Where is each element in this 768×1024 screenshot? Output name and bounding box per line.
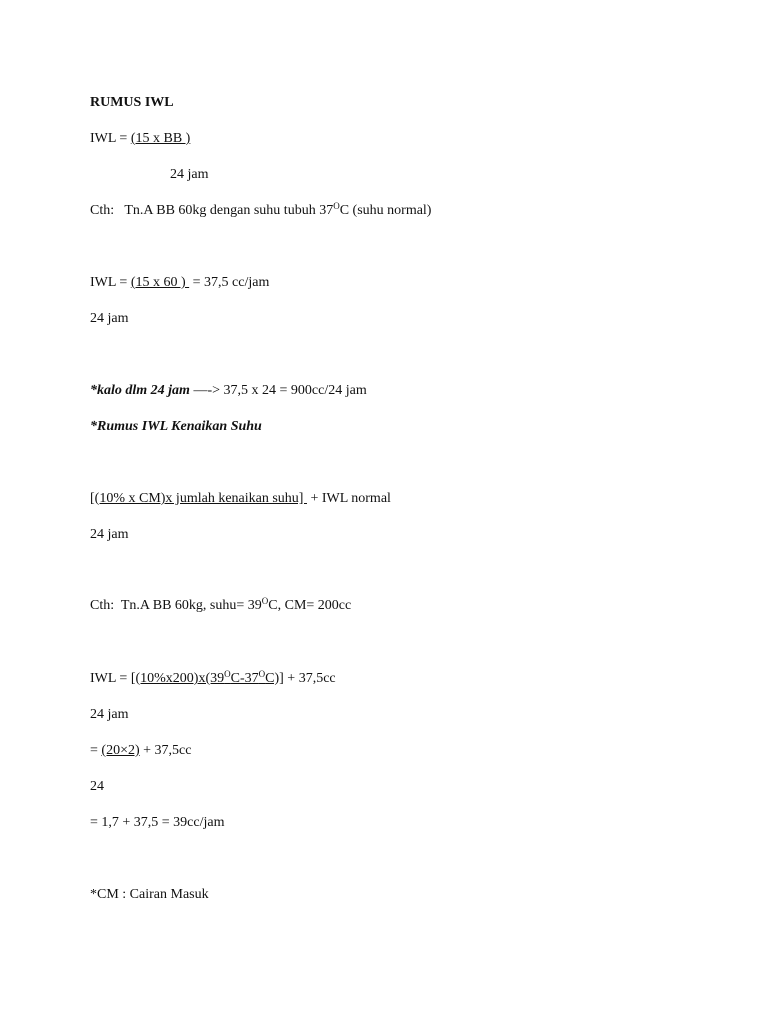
calc-3-denominator: 24 [90, 779, 104, 794]
formula-2-rest: + IWL normal [306, 491, 391, 506]
calc-2-numerator [131, 671, 284, 686]
calc-1-lhs: IWL = [90, 275, 131, 290]
formula-denominator: 24 jam [170, 167, 209, 182]
formula-numerator: (15 x BB ) [130, 131, 191, 146]
example-2 [90, 597, 351, 615]
formula-2-numerator: [(10% x CM)x jumlah kenaikan suhu] [90, 491, 307, 506]
page-title: RUMUS IWL [90, 95, 174, 110]
calc-2-num-part-2: C-37 [230, 671, 259, 686]
calc-1-result: = 37,5 cc/jam [189, 275, 270, 290]
formula-lhs: IWL = [90, 131, 131, 146]
calc-2-denominator: 24 jam [90, 707, 129, 722]
calc-1-denominator: 24 jam [90, 311, 129, 326]
degree-mark: O [261, 596, 269, 606]
note-24-jam-bold: *kalo dlm 24 jam [90, 383, 190, 398]
degree-mark: O [333, 201, 340, 211]
formula-kenaikan-suhu [90, 490, 391, 508]
note-24-jam-rest: —-> 37,5 x 24 = 900cc/24 jam [189, 383, 367, 398]
calc-3-numerator: (20×2) [101, 743, 140, 758]
example-2-prefix: Cth: Tn.A BB 60kg, suhu= 39 [90, 598, 262, 613]
calc-1-numerator: (15 x 60 ) [130, 275, 190, 290]
example-1 [90, 202, 431, 220]
footnote-cm: *CM : Cairan Masuk [90, 887, 209, 902]
calc-2-num-part-1: [(10%x200)x(39 [130, 671, 225, 686]
calc-3-lhs: = [90, 743, 102, 758]
calculation-3 [90, 742, 191, 760]
calculation-4: = 1,7 + 37,5 = 39cc/jam [90, 815, 225, 830]
calculation-2 [90, 670, 336, 688]
degree-mark: O [258, 669, 266, 679]
calc-2-num-part-3: C)] [265, 671, 284, 686]
formula-iwl [90, 130, 190, 148]
calc-2-rest: + 37,5cc [283, 671, 336, 686]
calc-3-rest: + 37,5cc [139, 743, 192, 758]
degree-mark: O [224, 669, 231, 679]
example-1-prefix: Cth: Tn.A BB 60kg dengan suhu tubuh 37 [90, 203, 334, 218]
calculation-1 [90, 274, 269, 292]
example-1-suffix: C (suhu normal) [339, 203, 432, 218]
calc-2-lhs: IWL = [90, 671, 131, 686]
example-2-suffix: C, CM= 200cc [268, 598, 352, 613]
note-24-jam [90, 382, 367, 400]
section-heading-kenaikan-suhu: *Rumus IWL Kenaikan Suhu [90, 419, 262, 434]
formula-2-denominator: 24 jam [90, 527, 129, 542]
